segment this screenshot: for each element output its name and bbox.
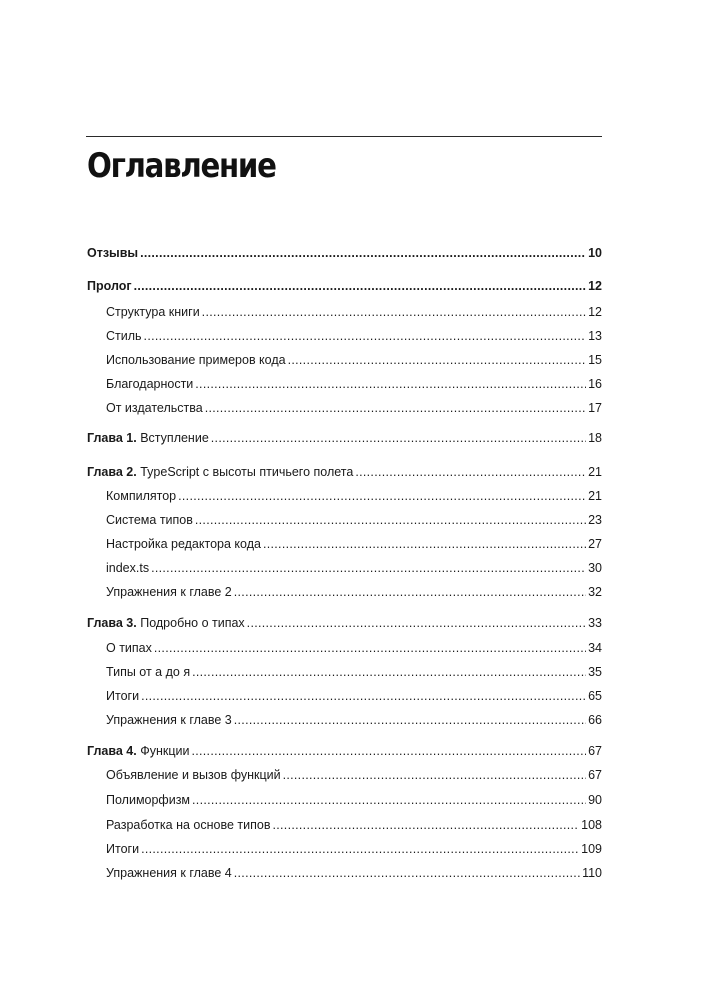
chapter-prefix: Глава 3. bbox=[87, 616, 137, 630]
toc-leader-dots bbox=[234, 865, 580, 881]
toc-entry-reviews[interactable] bbox=[87, 245, 602, 261]
toc-entry-label: index.ts bbox=[106, 561, 150, 575]
toc-leader-dots bbox=[288, 352, 587, 368]
toc-leader-dots bbox=[141, 841, 579, 857]
toc-page-number: 15 bbox=[588, 353, 602, 367]
toc-entry-label: Упражнения к главе 4 bbox=[106, 866, 232, 880]
toc-subentry[interactable] bbox=[106, 640, 602, 656]
toc-leader-dots bbox=[192, 664, 586, 680]
toc-subentry[interactable] bbox=[106, 560, 602, 576]
chapter-title: Вступление bbox=[140, 431, 209, 445]
toc-subentry[interactable] bbox=[106, 792, 602, 808]
toc-subentry[interactable] bbox=[106, 865, 602, 881]
toc-leader-dots bbox=[272, 817, 579, 833]
toc-leader-dots bbox=[195, 376, 586, 392]
toc-entry-chapter-2[interactable] bbox=[87, 464, 602, 480]
toc-page-number: 17 bbox=[588, 401, 602, 415]
toc-entry-label: От издательства bbox=[106, 401, 203, 415]
toc-subentry[interactable] bbox=[106, 400, 602, 416]
toc-page-number: 12 bbox=[588, 279, 602, 293]
toc-entry-prologue[interactable] bbox=[87, 278, 602, 294]
toc-entry-label: Упражнения к главе 2 bbox=[106, 585, 232, 599]
chapter-title: Функции bbox=[140, 744, 190, 758]
toc-page-number: 67 bbox=[588, 768, 602, 782]
toc-page-number: 13 bbox=[588, 329, 602, 343]
toc-leader-dots bbox=[141, 688, 586, 704]
toc-entry-label: Полиморфизм bbox=[106, 793, 191, 807]
toc-entry-label: Структура книги bbox=[106, 305, 200, 319]
toc-page-number: 21 bbox=[588, 489, 602, 503]
toc-page-number: 66 bbox=[588, 713, 602, 727]
toc-page-number: 16 bbox=[588, 377, 602, 391]
toc-page-number: 65 bbox=[588, 689, 602, 703]
toc-page-number: 21 bbox=[588, 465, 602, 479]
toc-subentry[interactable] bbox=[106, 664, 602, 680]
toc-page-number: 30 bbox=[588, 561, 602, 575]
chapter-title: Подробно о типах bbox=[140, 616, 245, 630]
toc-page-number: 90 bbox=[588, 793, 602, 807]
toc-entry-chapter-3[interactable] bbox=[87, 615, 602, 631]
toc-subentry[interactable] bbox=[106, 488, 602, 504]
toc-page-number: 108 bbox=[581, 818, 602, 832]
toc-leader-dots bbox=[263, 536, 586, 552]
chapter-prefix: Глава 2. bbox=[87, 465, 137, 479]
toc-entry-label: Отзывы bbox=[87, 246, 139, 260]
toc-page-number: 12 bbox=[588, 305, 602, 319]
toc-page-number: 67 bbox=[588, 744, 602, 758]
toc-leader-dots bbox=[134, 278, 587, 294]
toc-subentry[interactable] bbox=[106, 352, 602, 368]
toc-leader-dots bbox=[355, 464, 586, 480]
toc-entry-label: Стиль bbox=[106, 329, 142, 343]
toc-entry-label bbox=[87, 430, 209, 446]
toc-subentry[interactable] bbox=[106, 328, 602, 344]
toc-entry-label bbox=[87, 464, 353, 480]
toc-page-number: 110 bbox=[582, 866, 602, 880]
toc-entry-label: Разработка на основе типов bbox=[106, 818, 271, 832]
toc-page-number: 18 bbox=[588, 431, 602, 445]
toc-leader-dots bbox=[283, 767, 587, 783]
toc-page-number: 23 bbox=[588, 513, 602, 527]
toc-subentry[interactable] bbox=[106, 817, 602, 833]
toc-entry-label: Благодарности bbox=[106, 377, 194, 391]
toc-entry-label bbox=[87, 615, 245, 631]
chapter-prefix: Глава 4. bbox=[87, 744, 137, 758]
toc-entry-chapter-4[interactable] bbox=[87, 743, 602, 759]
toc-leader-dots bbox=[195, 512, 586, 528]
toc-leader-dots bbox=[140, 245, 586, 261]
chapter-prefix: Глава 1. bbox=[87, 431, 137, 445]
toc-entry-label: Пролог bbox=[87, 279, 132, 293]
toc-leader-dots bbox=[154, 640, 586, 656]
toc-entry-label: Настройка редактора кода bbox=[106, 537, 261, 551]
toc-entry-label: Компилятор bbox=[106, 489, 177, 503]
toc-page-number: 32 bbox=[588, 585, 602, 599]
toc-page-number: 35 bbox=[588, 665, 602, 679]
toc-leader-dots bbox=[247, 615, 586, 631]
toc-subentry[interactable] bbox=[106, 536, 602, 552]
toc-subentry[interactable] bbox=[106, 841, 602, 857]
toc-leader-dots bbox=[192, 792, 586, 808]
toc-entry-label bbox=[87, 743, 189, 759]
toc-subentry[interactable] bbox=[106, 376, 602, 392]
toc-entry-label: О типах bbox=[106, 641, 152, 655]
toc-entry-label: Упражнения к главе 3 bbox=[106, 713, 232, 727]
toc-page-number: 109 bbox=[581, 842, 602, 856]
toc-entry-label: Система типов bbox=[106, 513, 193, 527]
toc-entry-label: Использование примеров кода bbox=[106, 353, 286, 367]
toc-leader-dots bbox=[191, 743, 586, 759]
toc-subentry[interactable] bbox=[106, 688, 602, 704]
toc-subentry[interactable] bbox=[106, 512, 602, 528]
toc-entry-label: Итоги bbox=[106, 842, 140, 856]
toc-leader-dots bbox=[234, 584, 586, 600]
toc-leader-dots bbox=[151, 560, 586, 576]
toc-entry-chapter-1[interactable] bbox=[87, 430, 602, 446]
toc-entry-label: Типы от a до я bbox=[106, 665, 191, 679]
toc-entry-label: Итоги bbox=[106, 689, 140, 703]
toc-page-number: 27 bbox=[588, 537, 602, 551]
toc-subentry[interactable] bbox=[106, 304, 602, 320]
toc-leader-dots bbox=[205, 400, 586, 416]
toc-leader-dots bbox=[144, 328, 587, 344]
toc-leader-dots bbox=[178, 488, 586, 504]
chapter-title: TypeScript с высоты птичьего полета bbox=[140, 465, 354, 479]
toc-subentry[interactable] bbox=[106, 712, 602, 728]
toc-page-number: 33 bbox=[588, 616, 602, 630]
toc-subentry[interactable] bbox=[106, 584, 602, 600]
toc-leader-dots bbox=[202, 304, 586, 320]
toc-leader-dots bbox=[234, 712, 586, 728]
toc-subentry[interactable] bbox=[106, 767, 602, 783]
toc-leader-dots bbox=[211, 430, 586, 446]
toc-page-number: 10 bbox=[588, 246, 602, 260]
page-title: Оглавление bbox=[87, 146, 276, 186]
toc-page-number: 34 bbox=[588, 641, 602, 655]
toc-entry-label: Объявление и вызов функций bbox=[106, 768, 281, 782]
